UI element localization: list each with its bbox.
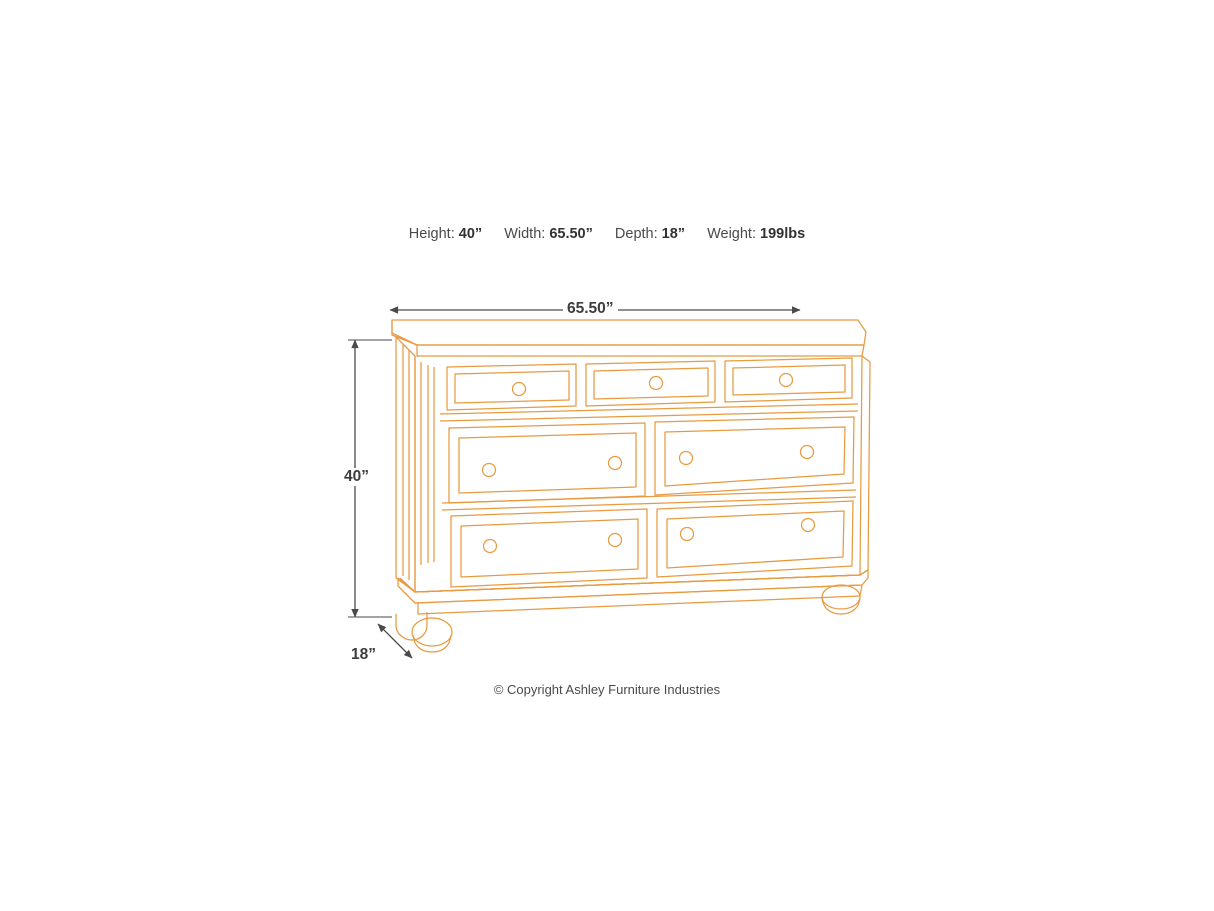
spec-weight-value: 199lbs — [760, 226, 806, 242]
drawer-knob[interactable] — [609, 534, 622, 547]
drawer-bottom-left — [451, 509, 647, 587]
dimension-lines — [348, 310, 800, 658]
spec-height-label: Height: — [408, 226, 455, 242]
drawer-middle-right — [655, 417, 854, 495]
drawer-knob[interactable] — [780, 374, 793, 387]
spec-width-value: 65.50” — [549, 226, 593, 242]
drawer-middle-left-inner — [459, 433, 636, 493]
dresser-top-surface — [392, 320, 866, 345]
depth-dimension-label: 18” — [347, 646, 380, 664]
drawer-knob[interactable] — [483, 464, 496, 477]
width-dimension-label: 65.50” — [563, 300, 618, 318]
dresser-base-rail — [400, 570, 868, 592]
spec-weight-label: Weight: — [707, 226, 756, 242]
spec-depth-value: 18” — [661, 226, 686, 242]
drawer-knob[interactable] — [513, 383, 526, 396]
drawer-top-left-inner — [455, 371, 569, 403]
drawer-knob[interactable] — [802, 519, 815, 532]
dresser-foot-left-front-base — [413, 635, 451, 652]
dresser-illustration — [392, 320, 870, 652]
dresser-base-lower-line — [415, 585, 862, 603]
dresser-foot-left-front — [412, 618, 452, 646]
spec-width-label: Width: — [504, 226, 546, 242]
drawer-knob[interactable] — [609, 457, 622, 470]
drawer-knob[interactable] — [650, 377, 663, 390]
height-dimension-label: 40” — [340, 468, 373, 486]
spec-height-value: 40” — [458, 226, 483, 242]
drawer-top-right-inner — [733, 365, 845, 395]
copyright-notice: © Copyright Ashley Furniture Industries — [493, 682, 721, 697]
drawer-knob[interactable] — [681, 528, 694, 541]
drawer-knob[interactable] — [484, 540, 497, 553]
dresser-left-side-panel — [396, 337, 415, 592]
dresser-foot-left-back — [396, 612, 427, 640]
drawer-bottom-right-inner — [667, 511, 844, 568]
drawer-bottom-left-inner — [461, 519, 638, 577]
drawer-top-center-inner — [594, 368, 708, 399]
dresser-top-front-lip — [417, 345, 864, 356]
drawer-knob[interactable] — [680, 452, 693, 465]
drawer-top-right — [725, 358, 852, 402]
spec-depth-label: Depth: — [614, 226, 658, 242]
depth-dimension-line — [378, 624, 412, 658]
drawer-knob[interactable] — [801, 446, 814, 459]
